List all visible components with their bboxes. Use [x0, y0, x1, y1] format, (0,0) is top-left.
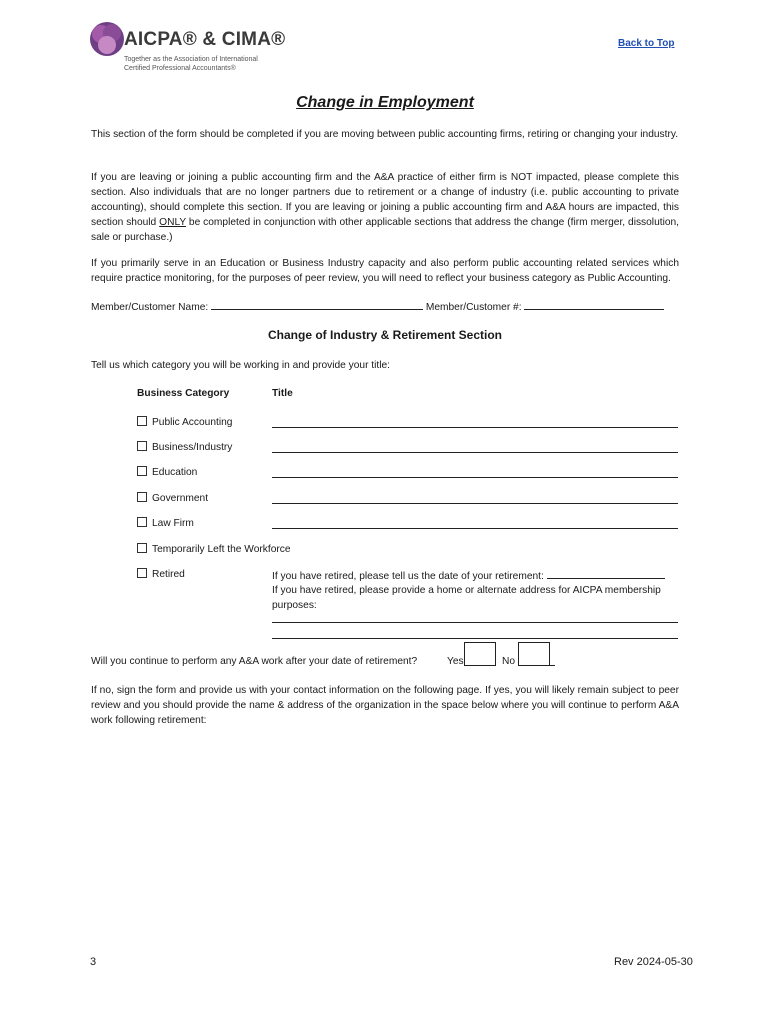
retirement-date-field[interactable]: [547, 567, 665, 579]
checkbox-label: Public Accounting: [152, 417, 233, 428]
checkbox-label: Education: [152, 467, 198, 478]
leaving-joining-paragraph: [91, 170, 679, 245]
checkbox-icon[interactable]: [137, 466, 147, 476]
column-header-title: Title: [272, 388, 293, 399]
checkbox-icon[interactable]: [137, 517, 147, 527]
category-instruction: Tell us which category you will be working in and provide your title:: [91, 360, 390, 371]
aicpa-cima-logo-icon: [90, 22, 124, 56]
checkbox-retired[interactable]: [137, 567, 185, 582]
checkbox-icon[interactable]: [137, 416, 147, 426]
checkbox-icon[interactable]: [137, 441, 147, 451]
logo-wordmark: AICPA® & CIMA®: [124, 29, 286, 50]
yes-label: Yes: [447, 656, 464, 667]
checkbox-education[interactable]: [137, 465, 197, 480]
section-title: Change of Industry & Retirement Section: [267, 328, 503, 342]
checkbox-label: Retired: [152, 569, 185, 580]
member-number-field[interactable]: [524, 298, 664, 310]
continue-question: Will you continue to perform any A&A work after your date of retirement?: [91, 656, 418, 667]
checkbox-icon[interactable]: [137, 543, 147, 553]
checkbox-label: Business/Industry: [152, 442, 233, 453]
checkbox-label: Law Firm: [152, 518, 194, 529]
member-number-label: Member/Customer #:: [425, 302, 522, 313]
checkbox-public-accounting[interactable]: [137, 415, 232, 430]
column-header-category: Business Category: [137, 388, 230, 399]
checkbox-icon[interactable]: [137, 492, 147, 502]
checkbox-icon[interactable]: [137, 568, 147, 578]
page-number: 3: [90, 956, 97, 968]
no-label: No: [502, 656, 516, 667]
intro-paragraph: This section of the form should be completed if you are moving between public accounting firms, retiring or changing your industry.: [91, 129, 679, 140]
retirement-date-prompt: If you have retired, please tell us the date of your retirement:: [272, 571, 544, 582]
logo-tagline: Together as the Association of International Certified Professional Accountants®: [124, 56, 258, 72]
member-name-field[interactable]: [211, 298, 423, 310]
title-field-public-accounting[interactable]: [272, 427, 678, 428]
revision-date: Rev 2024-05-30: [614, 956, 693, 968]
retirement-address-prompt: If you have retired, please provide a home or alternate address for AICPA membership purposes:: [272, 585, 661, 611]
paragraph-text-before: If you are leaving or joining a public accounting firm and the A&A practice of either firm is NOT impacted, please complete this section. Also individuals that are no longer partners due to retirement or a change of industry (i.e. public accounting to private accounting), should complete this section. If you are leaving or joining a public accounting firm and A&A hours are impacted, this section should: [91, 172, 679, 228]
checkbox-label: Government: [152, 493, 209, 504]
yes-input-box[interactable]: [464, 642, 496, 666]
title-field-education[interactable]: [272, 477, 678, 478]
retirement-date-row: [272, 567, 665, 584]
retirement-address-line-2[interactable]: [272, 638, 678, 639]
closing-paragraph: If no, sign the form and provide us with your contact information on the following page. If yes, you will likely remain subject to peer review and you should provide the name & address of the organization in the space below where you will continue to perform A&A work following retirement:: [91, 685, 679, 726]
title-field-law-firm[interactable]: [272, 528, 678, 529]
no-input-box[interactable]: [518, 642, 550, 666]
member-name-label: Member/Customer Name:: [91, 302, 209, 313]
emphasis-only: ONLY: [159, 217, 186, 228]
checkbox-label: Temporarily Left the Workforce: [152, 544, 291, 555]
checkbox-government[interactable]: [137, 491, 208, 506]
paragraph-text-after: be completed in conjunction with other applicable sections that address the change (firm merger, dissolution, sale or purchase.): [91, 217, 679, 243]
checkbox-law-firm[interactable]: [137, 516, 194, 531]
back-to-top-link[interactable]: Back to Top: [618, 38, 675, 49]
education-paragraph: If you primarily serve in an Education or Business Industry capacity and also perform public accounting related services which require practice monitoring, for the purposes of peer review, you will need to reflect your business category as Public Accounting.: [91, 258, 679, 284]
title-field-business-industry[interactable]: [272, 452, 678, 453]
checkbox-business-industry[interactable]: [137, 440, 232, 455]
checkbox-temporarily-left[interactable]: [137, 542, 291, 557]
no-input-underline: [549, 665, 555, 666]
page-title: Change in Employment: [296, 94, 474, 111]
member-fields: [91, 298, 691, 315]
title-field-government[interactable]: [272, 503, 678, 504]
retirement-address-line-1[interactable]: [272, 622, 678, 623]
